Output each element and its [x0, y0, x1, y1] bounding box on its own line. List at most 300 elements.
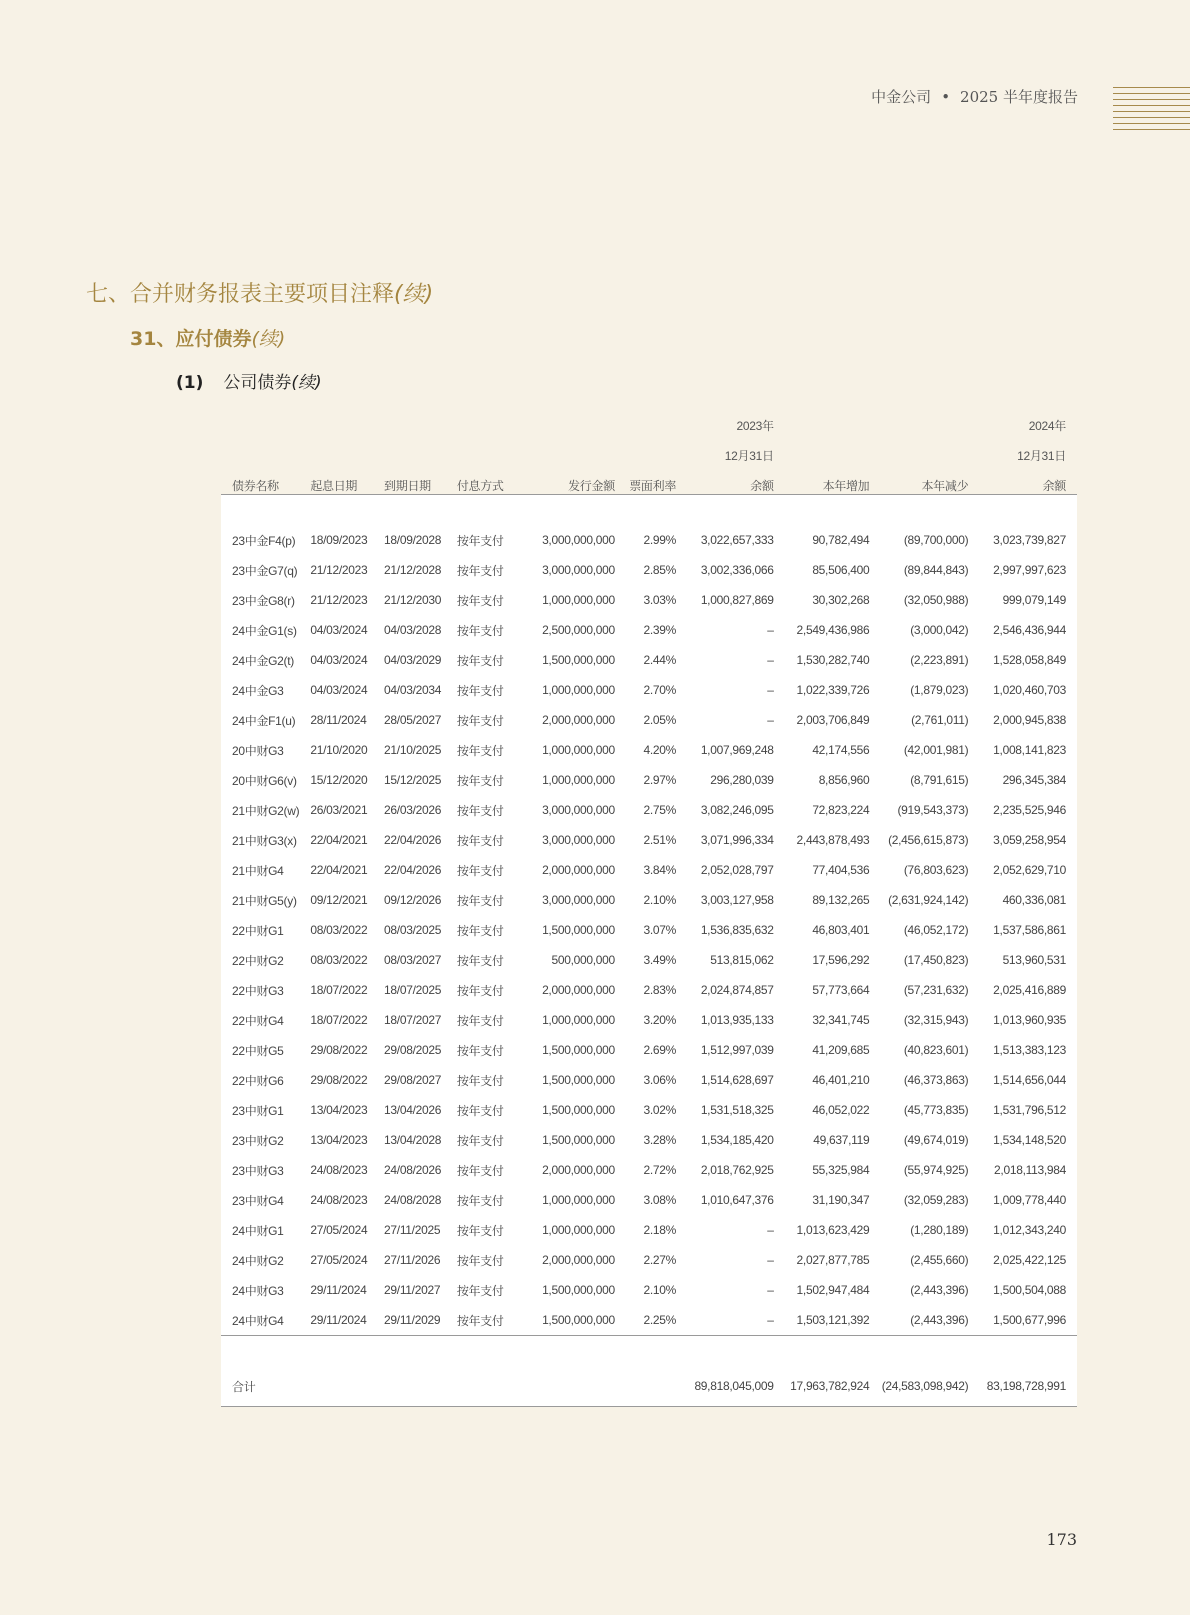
table-cell: 按年支付 [456, 743, 504, 758]
table-cell: 500,000,000 [551, 953, 615, 967]
table-cell: 08/03/2027 [384, 953, 442, 967]
table-cell: 15/12/2020 [310, 773, 368, 787]
table-cell: 2,024,874,857 [700, 983, 774, 997]
table-cell: (2,223,891) [910, 653, 969, 667]
table-cell: 2.85% [643, 563, 677, 577]
table-cell: 2.99% [643, 533, 677, 547]
table-cell: 1,500,000,000 [542, 1073, 615, 1087]
table-cell: (2,761,011) [911, 713, 969, 727]
table-cell: 2,549,436,986 [796, 623, 870, 637]
table-cell: 22/04/2021 [310, 833, 368, 847]
table-cell: 3,059,258,954 [993, 833, 1066, 847]
table-cell: 2,018,762,925 [700, 1163, 774, 1177]
table-cell: 513,960,531 [1002, 953, 1066, 967]
table-cell: 2,000,000,000 [542, 863, 615, 877]
table-cell: 3,002,336,066 [700, 563, 774, 577]
header-2023-year: 2023年 [736, 419, 774, 433]
table-cell: 13/04/2023 [310, 1133, 368, 1147]
column-header: 本年减少 [921, 479, 969, 493]
table-cell: (17,450,823) [903, 953, 969, 967]
table-cell: 72,823,224 [812, 803, 870, 817]
table-row [221, 1125, 1077, 1155]
column-header: 余额 [1042, 479, 1066, 493]
table-cell: 3.02% [643, 1103, 677, 1117]
table-row [221, 555, 1077, 585]
table-cell: 23中财G3 [232, 1163, 284, 1178]
table-cell: 46,052,022 [812, 1103, 870, 1117]
column-header: 发行金额 [568, 479, 615, 493]
table-cell: 1,013,935,133 [700, 1013, 774, 1027]
table-row [221, 1245, 1077, 1275]
table-cell: 09/12/2026 [384, 893, 442, 907]
table-cell: 24中金G2(t) [232, 653, 294, 668]
table-cell: 按年支付 [456, 833, 504, 848]
table-cell: – [767, 1283, 774, 1297]
table-cell: 3.07% [643, 923, 677, 937]
table-cell: 29/08/2022 [310, 1043, 368, 1057]
table-cell: 04/03/2028 [384, 623, 442, 637]
table-cell: (42,001,981) [903, 743, 969, 757]
table-cell: 296,280,039 [710, 773, 774, 787]
table-cell: 22中财G2 [232, 953, 284, 968]
table-cell: 21中财G3(x) [232, 833, 297, 848]
table-cell: 1,000,000,000 [542, 1193, 615, 1207]
table-cell: 3.84% [643, 863, 677, 877]
table-cell: 1,502,947,484 [796, 1283, 870, 1297]
table-cell: (45,773,835) [903, 1103, 969, 1117]
table-cell: 3.20% [643, 1013, 677, 1027]
table-cell: 18/07/2025 [384, 983, 442, 997]
table-cell: 1,512,997,039 [700, 1043, 774, 1057]
table-cell: 3,022,657,333 [700, 533, 774, 547]
table-cell: 按年支付 [456, 1043, 504, 1058]
table-cell: 2.44% [643, 653, 677, 667]
table-cell: 23中财G1 [232, 1103, 284, 1118]
table-row [221, 585, 1077, 615]
table-cell: 1,531,796,512 [993, 1103, 1066, 1117]
table-cell: 24/08/2023 [310, 1163, 368, 1177]
total-label: 合计 [221, 1366, 299, 1407]
table-cell: 按年支付 [456, 1013, 504, 1028]
table-cell: 21/10/2020 [310, 743, 368, 757]
table-cell: 3.06% [643, 1073, 677, 1087]
table-cell: 04/03/2029 [384, 653, 442, 667]
header-2024-year: 2024年 [1028, 419, 1066, 433]
total-balance-2023: 89,818,045,009 [687, 1366, 785, 1407]
table-cell: 29/08/2027 [384, 1073, 442, 1087]
table-cell: 1,530,282,740 [796, 653, 870, 667]
table-cell: 按年支付 [456, 1163, 504, 1178]
table-cell: 按年支付 [456, 1193, 504, 1208]
table-cell: 22中财G1 [232, 923, 284, 938]
table-cell: 2,443,878,493 [796, 833, 870, 847]
header-2024-date: 12月31日 [1017, 449, 1066, 463]
table-cell: 4.20% [643, 743, 677, 757]
table-cell: 按年支付 [456, 593, 504, 608]
table-cell: (55,974,925) [903, 1163, 969, 1177]
section-title: 七、合并财务报表主要项目注释(续) [86, 282, 434, 307]
table-cell: 1,007,969,248 [700, 743, 774, 757]
table-cell: 2.27% [643, 1253, 677, 1267]
table-cell: 24/08/2023 [310, 1193, 368, 1207]
table-cell: 3,000,000,000 [542, 893, 615, 907]
table-cell: 55,325,984 [812, 1163, 870, 1177]
table-cell: 3.49% [643, 953, 677, 967]
header-separator: • [941, 88, 951, 106]
table-cell: 77,404,536 [812, 863, 870, 877]
table-cell: 15/12/2025 [384, 773, 442, 787]
table-cell: (1,879,023) [910, 683, 969, 697]
table-cell: 1,514,656,044 [993, 1073, 1066, 1087]
table-row [221, 645, 1077, 675]
table-cell: 2,546,436,944 [993, 623, 1066, 637]
table-cell: 08/03/2025 [384, 923, 442, 937]
table-row [221, 915, 1077, 945]
table-row [221, 1065, 1077, 1095]
table-row [221, 765, 1077, 795]
table-cell: 22中财G4 [232, 1013, 284, 1028]
table-cell: 22/04/2021 [310, 863, 368, 877]
table-cell: 20中财G3 [232, 743, 284, 758]
table-cell: 23中财G2 [232, 1133, 284, 1148]
table-row [221, 1035, 1077, 1065]
table-cell: (8,791,615) [910, 773, 969, 787]
table-cell: 57,773,664 [812, 983, 870, 997]
table-cell: 1,500,000,000 [542, 923, 615, 937]
table-cell: 1,503,121,392 [796, 1313, 870, 1327]
table-cell: 3,000,000,000 [542, 833, 615, 847]
table-cell: 23中财G4 [232, 1193, 284, 1208]
table-row [221, 525, 1077, 555]
table-cell: 1,000,827,869 [700, 593, 774, 607]
header-decorative-lines [1113, 87, 1190, 135]
table-cell: 1,000,000,000 [542, 1223, 615, 1237]
table-cell: 2.75% [643, 803, 677, 817]
table-row [221, 975, 1077, 1005]
table-cell: 2.51% [643, 833, 677, 847]
table-cell: 17,596,292 [812, 953, 870, 967]
table-cell: 20中财G6(v) [232, 773, 297, 788]
table-cell: 21/10/2025 [384, 743, 442, 757]
table-cell: 460,336,081 [1002, 893, 1066, 907]
table-cell: 1,514,628,697 [700, 1073, 774, 1087]
table-cell: 按年支付 [456, 803, 504, 818]
table-cell: 30,302,268 [812, 593, 870, 607]
table-cell: 22中财G5 [232, 1043, 284, 1058]
table-cell: 按年支付 [456, 713, 504, 728]
table-cell: 按年支付 [456, 923, 504, 938]
table-cell: 1,500,000,000 [542, 1313, 615, 1327]
table-cell: 1,010,647,376 [700, 1193, 774, 1207]
table-cell: – [767, 653, 774, 667]
table-cell: 1,536,835,632 [700, 923, 774, 937]
table-cell: 1,009,778,440 [993, 1193, 1066, 1207]
table-cell: 1,534,185,420 [700, 1133, 774, 1147]
table-cell: 2.10% [643, 1283, 677, 1297]
table-cell: 2.10% [643, 893, 677, 907]
table-cell: 2,000,000,000 [542, 713, 615, 727]
table-cell: (32,315,943) [903, 1013, 969, 1027]
table-cell: 3,082,246,095 [700, 803, 774, 817]
table-cell: 2,018,113,984 [994, 1163, 1066, 1177]
table-cell: 04/03/2024 [310, 623, 368, 637]
table-cell: – [767, 1223, 774, 1237]
table-cell: 1,537,586,861 [993, 923, 1066, 937]
table-cell: 27/05/2024 [310, 1253, 368, 1267]
table-row [221, 615, 1077, 645]
table-row [221, 675, 1077, 705]
table-row [221, 1215, 1077, 1245]
subsubsection-title: (1) 公司债券(续) [176, 373, 322, 393]
table-cell: 21中财G2(w) [232, 803, 300, 818]
page-number: 173 [1046, 1530, 1077, 1549]
subsection-title: 31、应付债券(续) [130, 328, 286, 350]
table-cell: 24中金G3 [232, 683, 284, 698]
table-cell: 29/08/2025 [384, 1043, 442, 1057]
total-balance-2024: 83,198,728,991 [979, 1366, 1077, 1407]
table-row [221, 735, 1077, 765]
table-row [221, 855, 1077, 885]
table-cell: (46,373,863) [903, 1073, 969, 1087]
table-cell: 按年支付 [456, 1133, 504, 1148]
table-cell: 29/11/2024 [310, 1313, 367, 1327]
header-2023-date: 12月31日 [724, 449, 774, 463]
table-cell: 1,013,623,429 [796, 1223, 870, 1237]
table-cell: – [767, 683, 774, 697]
column-header: 到期日期 [384, 479, 431, 493]
table-row [221, 1185, 1077, 1215]
table-cell: (2,455,660) [910, 1253, 969, 1267]
table-cell: 按年支付 [456, 653, 504, 668]
table-cell: 513,815,062 [710, 953, 774, 967]
table-cell: (2,456,615,873) [888, 833, 969, 847]
table-cell: 46,401,210 [812, 1073, 870, 1087]
table-cell: 1,000,000,000 [542, 593, 615, 607]
table-cell: 8,856,960 [818, 773, 870, 787]
table-cell: 21/12/2030 [384, 593, 442, 607]
table-cell: 1,020,460,703 [993, 683, 1066, 697]
total-row [221, 1366, 1077, 1407]
table-cell: 1,500,504,088 [993, 1283, 1066, 1297]
table-cell: (89,844,843) [903, 563, 969, 577]
table-cell: 29/08/2022 [310, 1073, 368, 1087]
table-cell: 按年支付 [456, 1253, 504, 1268]
table-cell: 24中金G1(s) [232, 623, 297, 638]
table-cell: 1,500,000,000 [542, 1283, 615, 1297]
table-cell: (57,231,632) [903, 983, 969, 997]
table-cell: 2.72% [643, 1163, 677, 1177]
table-cell: 24/08/2028 [384, 1193, 442, 1207]
table-cell: 18/07/2022 [310, 983, 368, 997]
table-row [221, 945, 1077, 975]
table-cell: 18/07/2022 [310, 1013, 368, 1027]
table-cell: 3,000,000,000 [542, 533, 615, 547]
table-cell: 2,003,706,849 [796, 713, 870, 727]
table-cell: 按年支付 [456, 953, 504, 968]
header-row-date [221, 434, 1077, 464]
table-cell: 46,803,401 [812, 923, 870, 937]
table-cell: 按年支付 [456, 773, 504, 788]
table-cell: 1,528,058,849 [993, 653, 1066, 667]
table-cell: 24中财G3 [232, 1283, 284, 1298]
table-cell: 2.70% [643, 683, 677, 697]
table-cell: 按年支付 [456, 683, 504, 698]
header-company: 中金公司 [871, 88, 932, 106]
table-cell: 2,052,629,710 [993, 863, 1066, 877]
table-cell: (46,052,172) [903, 923, 969, 937]
table-cell: 3.08% [643, 1193, 677, 1207]
table-row [221, 1305, 1077, 1336]
table-cell: 24中金F1(u) [232, 713, 296, 728]
table-cell: 41,209,685 [812, 1043, 870, 1057]
table-cell: 27/11/2025 [384, 1223, 441, 1237]
table-cell: (49,674,019) [903, 1133, 969, 1147]
table-cell: 按年支付 [456, 1223, 504, 1238]
table-cell: 按年支付 [456, 893, 504, 908]
table-cell: (2,443,396) [910, 1313, 969, 1327]
bonds-table-container [221, 410, 1077, 1407]
table-cell: 13/04/2026 [384, 1103, 442, 1117]
table-row [221, 885, 1077, 915]
table-cell: (2,631,924,142) [888, 893, 969, 907]
table-cell: 2.05% [643, 713, 677, 727]
table-cell: 28/05/2027 [384, 713, 442, 727]
table-cell: 2.97% [643, 773, 677, 787]
table-cell: 1,022,339,726 [796, 683, 870, 697]
table-cell: 31,190,347 [812, 1193, 870, 1207]
table-cell: 1,500,000,000 [542, 1133, 615, 1147]
table-cell: 按年支付 [456, 1073, 504, 1088]
table-cell: 21/12/2028 [384, 563, 442, 577]
table-cell: 49,637,119 [813, 1133, 870, 1147]
table-cell: (3,000,042) [910, 623, 969, 637]
header-row-year [221, 410, 1077, 434]
table-cell: 1,531,518,325 [700, 1103, 774, 1117]
table-cell: 2,500,000,000 [542, 623, 615, 637]
table-row [221, 705, 1077, 735]
table-cell: 24中财G2 [232, 1253, 284, 1268]
column-header: 票面利率 [629, 479, 677, 493]
table-cell: (1,280,189) [910, 1223, 969, 1237]
table-cell: 90,782,494 [812, 533, 870, 547]
table-cell: 2,052,028,797 [700, 863, 774, 877]
table-cell: 85,506,400 [812, 563, 870, 577]
table-cell: 2,997,997,623 [993, 563, 1066, 577]
table-cell: 按年支付 [456, 1103, 504, 1118]
table-cell: 04/03/2034 [384, 683, 442, 697]
column-header: 本年增加 [822, 479, 870, 493]
table-cell: 296,345,384 [1002, 773, 1066, 787]
table-cell: 1,000,000,000 [542, 683, 615, 697]
table-cell: 28/11/2024 [310, 713, 367, 727]
table-cell: 04/03/2024 [310, 653, 368, 667]
table-cell: 1,000,000,000 [542, 1013, 615, 1027]
table-cell: 29/11/2024 [310, 1283, 367, 1297]
table-cell: 2.18% [643, 1223, 677, 1237]
table-cell: 999,079,149 [1002, 593, 1066, 607]
table-cell: 27/11/2026 [384, 1253, 441, 1267]
table-cell: 23中金G8(r) [232, 593, 295, 608]
table-cell: 18/09/2028 [384, 533, 442, 547]
table-cell: 22中财G3 [232, 983, 284, 998]
table-cell: 按年支付 [456, 533, 504, 548]
table-cell: 09/12/2021 [310, 893, 368, 907]
header-report: 2025 半年度报告 [960, 88, 1078, 106]
table-cell: 3,000,000,000 [542, 563, 615, 577]
table-cell: 3,000,000,000 [542, 803, 615, 817]
table-cell: 21/12/2023 [310, 593, 368, 607]
column-header: 债券名称 [232, 479, 279, 493]
table-row [221, 1155, 1077, 1185]
column-header: 起息日期 [310, 479, 358, 493]
table-cell: 按年支付 [456, 863, 504, 878]
total-increase: 17,963,782,924 [785, 1366, 881, 1407]
table-cell: (2,443,396) [910, 1283, 969, 1297]
table-cell: 04/03/2024 [310, 683, 368, 697]
table-cell: 3,071,996,334 [700, 833, 774, 847]
table-cell: 按年支付 [456, 623, 504, 638]
table-cell: 2.83% [643, 983, 677, 997]
table-cell: 按年支付 [456, 1283, 504, 1298]
table-cell: 89,132,265 [812, 893, 870, 907]
table-cell: 21/12/2023 [310, 563, 368, 577]
table-cell: 23中金F4(p) [232, 533, 296, 548]
table-cell: 3,003,127,958 [700, 893, 774, 907]
table-row [221, 1005, 1077, 1035]
table-cell: – [767, 1253, 774, 1267]
table-cell: 27/05/2024 [310, 1223, 368, 1237]
table-cell: 13/04/2023 [310, 1103, 368, 1117]
table-cell: – [767, 713, 774, 727]
header-row-columns [221, 464, 1077, 495]
table-cell: 24中财G4 [232, 1313, 284, 1328]
column-header: 付息方式 [456, 479, 504, 493]
table-cell: 按年支付 [456, 1313, 504, 1328]
table-cell: 3.03% [643, 593, 677, 607]
table-cell: 1,012,343,240 [993, 1223, 1066, 1237]
bonds-table [221, 410, 1077, 1407]
table-cell: 08/03/2022 [310, 923, 368, 937]
running-header [871, 86, 1078, 107]
table-cell: – [767, 623, 774, 637]
table-cell: (919,543,373) [897, 803, 969, 817]
table-cell: 23中金G7(q) [232, 563, 298, 578]
table-cell: 18/09/2023 [310, 533, 368, 547]
table-cell: 2,000,000,000 [542, 1253, 615, 1267]
table-row [221, 795, 1077, 825]
table-cell: 2,000,000,000 [542, 983, 615, 997]
table-row [221, 825, 1077, 855]
table-row [221, 1275, 1077, 1305]
table-cell: (89,700,000) [903, 533, 969, 547]
total-decrease: (24,583,098,942) [880, 1366, 979, 1407]
table-cell: 18/07/2027 [384, 1013, 442, 1027]
bonds-table-body [221, 495, 1077, 1407]
table-cell: 13/04/2028 [384, 1133, 442, 1147]
column-header: 余额 [750, 479, 774, 493]
table-cell: (76,803,623) [903, 863, 969, 877]
table-cell: (32,059,283) [903, 1193, 969, 1207]
table-cell: 2,025,416,889 [993, 983, 1066, 997]
table-cell: 22中财G6 [232, 1073, 284, 1088]
table-cell: 21中财G5(y) [232, 893, 297, 908]
table-cell: 2,025,422,125 [993, 1253, 1066, 1267]
table-cell: 2,027,877,785 [796, 1253, 870, 1267]
table-cell: 2.39% [643, 623, 677, 637]
table-cell: 1,534,148,520 [993, 1133, 1066, 1147]
table-cell: 26/03/2026 [384, 803, 442, 817]
table-cell: (40,823,601) [903, 1043, 969, 1057]
